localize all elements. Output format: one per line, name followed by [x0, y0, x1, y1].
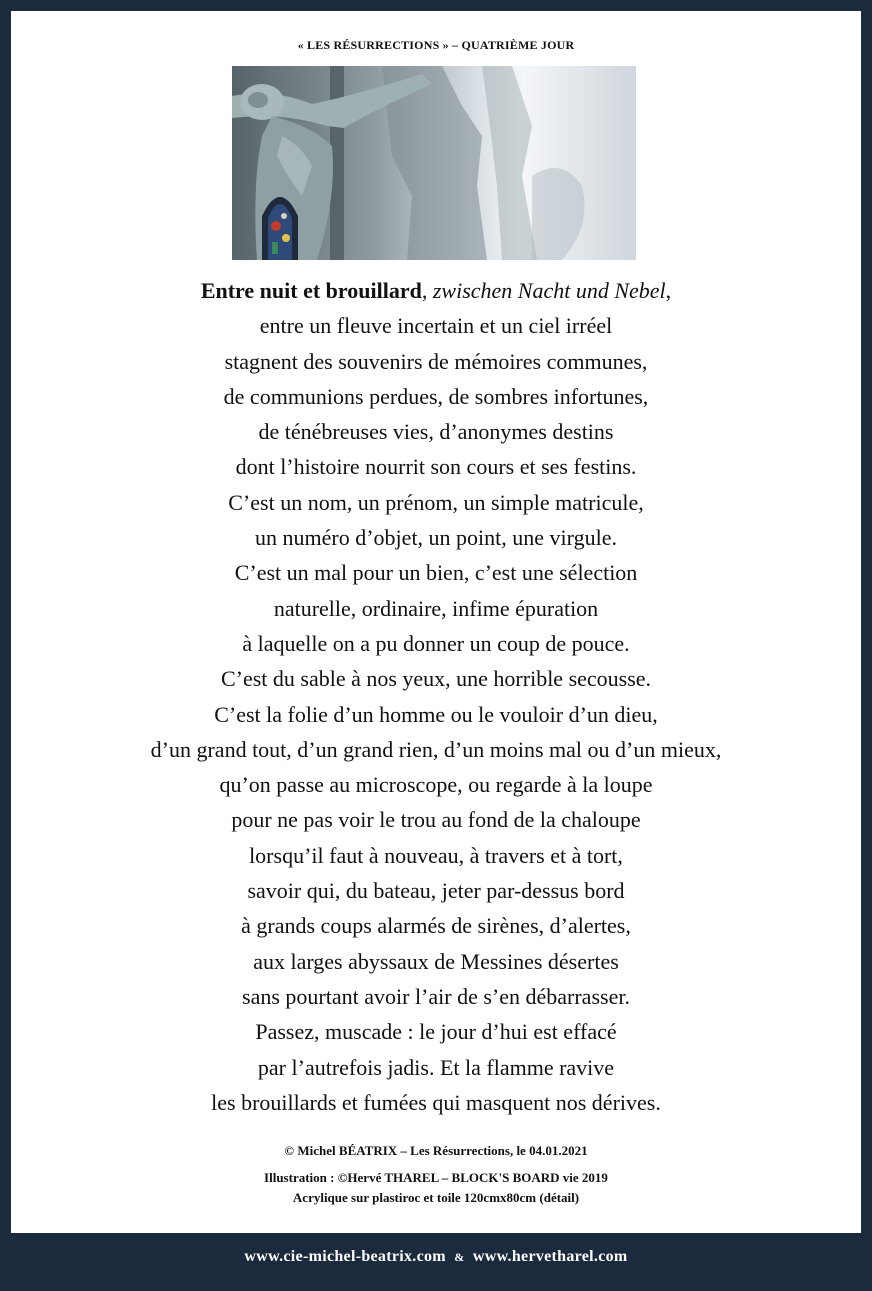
poem-line: C’est du sable à nos yeux, une horrible secousse. [220, 666, 652, 692]
poem-line: naturelle, ordinaire, infime épuration [273, 595, 599, 621]
poem-line: à laquelle on a pu donner un coup de pouce. [242, 630, 630, 656]
poem-first-line-bold: Entre nuit et brouillard [200, 278, 422, 303]
poem-line: qu’on passe au microscope, ou regarde à la loupe [219, 772, 653, 798]
poem-line: d’un grand tout, d’un grand rien, d’un moins mal ou d’un mieux, [150, 736, 722, 762]
poem-line: de ténébreuses vies, d’anonymes destins [258, 419, 614, 445]
poem-line: par l’autrefois jadis. Et la flamme ravive [257, 1054, 615, 1080]
credits-block [11, 1141, 861, 1207]
website-link-hervetharel[interactable]: www.hervetharel.com [472, 1248, 628, 1265]
poem-first-line-end: , [665, 278, 672, 303]
poem-line: C’est un nom, un prénom, un simple matricule, [228, 489, 644, 515]
poem-line-first [11, 273, 861, 308]
poem-line: à grands coups alarmés de sirènes, d’alertes, [241, 913, 631, 939]
poem-first-line-italic: zwischen Nacht und Nebel [432, 278, 666, 303]
poem-line: sans pourtant avoir l’air de s’en débarrasser. [242, 983, 630, 1009]
website-link-cie-michel-beatrix[interactable]: www.cie-michel-beatrix.com [244, 1248, 446, 1265]
poem-line: savoir qui, du bateau, jeter par-dessus bord [247, 878, 625, 904]
poem-text [11, 273, 861, 1120]
poem-line: C’est un mal pour un bien, c’est une sélection [234, 560, 638, 586]
poem-line: C’est la folie d’un homme ou le vouloir d’un dieu, [214, 701, 658, 727]
poem-line: un numéro d’objet, un point, une virgule. [255, 525, 617, 551]
page-sheet [11, 11, 861, 1233]
poem-line: stagnent des souvenirs de mémoires communes, [224, 348, 648, 374]
poem-line: Passez, muscade : le jour d’hui est effacé [255, 1019, 617, 1045]
illustration-medium: Acrylique sur plastiroc et toile 120cmx80cm (détail) [292, 1190, 580, 1205]
poem-line: lorsqu’il faut à nouveau, à travers et à tort, [249, 842, 623, 868]
poem-line: les brouillards et fumées qui masquent nos dérives. [211, 1089, 661, 1115]
ampersand-separator: & [454, 1250, 465, 1264]
poem-line: de communions perdues, de sombres infortunes, [223, 383, 649, 409]
footer-links [0, 1248, 872, 1266]
poem-first-line-separator: , [421, 278, 433, 303]
painting-crucifix-shadow-image [232, 66, 636, 260]
poem-line: entre un fleuve incertain et un ciel irréel [259, 313, 613, 339]
poem-line: aux larges abyssaux de Messines désertes [253, 948, 619, 974]
poem-line: pour ne pas voir le trou au fond de la chaloupe [231, 807, 641, 833]
copyright-line: © Michel BÉATRIX – Les Résurrections, le 04.01.2021 [284, 1143, 588, 1158]
page-title: « LES RÉSURRECTIONS » – QUATRIÈME JOUR [297, 38, 575, 52]
poem-line: dont l’histoire nourrit son cours et ses festins. [235, 454, 637, 480]
illustration-credit: Illustration : ©Hervé THAREL – BLOCK'S BOARD vie 2019 [264, 1170, 608, 1185]
